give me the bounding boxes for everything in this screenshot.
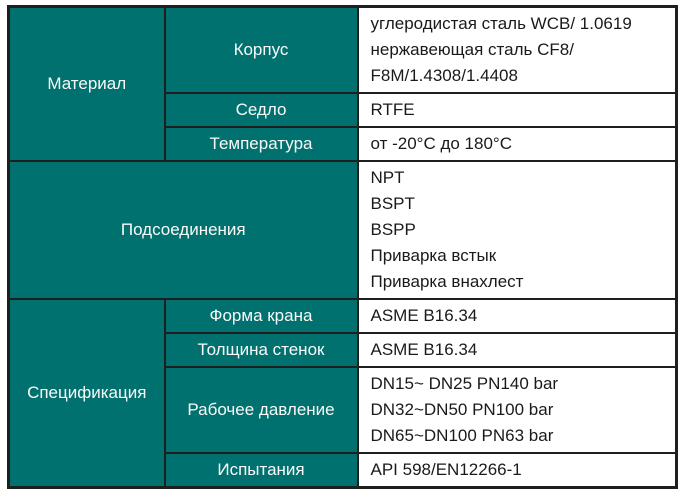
value-line: нержавеющая сталь CF8/ [370, 40, 574, 59]
value-line: ASME B16.34 [370, 306, 478, 325]
value-line: ASME B16.34 [370, 340, 478, 359]
value-line: от -20°C до 180°C [370, 134, 512, 153]
value-line: Приварка внахлест [370, 272, 524, 291]
value-line: углеродистая сталь WCB/ 1.0619 [370, 14, 632, 33]
group-label-specification: Спецификация [9, 299, 165, 488]
value-test-standards [358, 453, 677, 488]
value-line: API 598/EN12266-1 [370, 460, 522, 479]
param-label-wall-thickness: Толщина стенок [165, 333, 358, 367]
table-row [9, 161, 677, 299]
value-working-pressure [358, 367, 677, 453]
value-seat-material [358, 93, 677, 127]
table-row [9, 7, 677, 94]
param-label-body: Корпус [165, 7, 358, 94]
value-line: BSPP [370, 220, 416, 239]
value-temperature-range [358, 127, 677, 161]
param-label-tests: Испытания [165, 453, 358, 488]
param-label-working-pressure: Рабочее давление [165, 367, 358, 453]
value-line: Приварка встык [370, 246, 497, 265]
value-line: DN15~ DN25 PN140 bar [370, 374, 559, 393]
value-line: DN65~DN100 PN63 bar [370, 426, 554, 445]
spec-table [7, 5, 678, 489]
value-line: F8M/1.4308/1.4408 [370, 66, 518, 85]
param-label-valve-form: Форма крана [165, 299, 358, 333]
value-wall-thickness-standard [358, 333, 677, 367]
value-valve-form-standard [358, 299, 677, 333]
table-row [9, 299, 677, 333]
value-line: NPT [370, 168, 405, 187]
value-line: RTFE [370, 100, 415, 119]
value-body-material [358, 7, 677, 94]
param-label-seat: Седло [165, 93, 358, 127]
group-label-material: Материал [9, 7, 165, 162]
value-connection-types [358, 161, 677, 299]
value-line: DN32~DN50 PN100 bar [370, 400, 554, 419]
param-label-temperature: Температура [165, 127, 358, 161]
group-label-connections: Подсоединения [9, 161, 358, 299]
value-line: BSPT [370, 194, 415, 213]
